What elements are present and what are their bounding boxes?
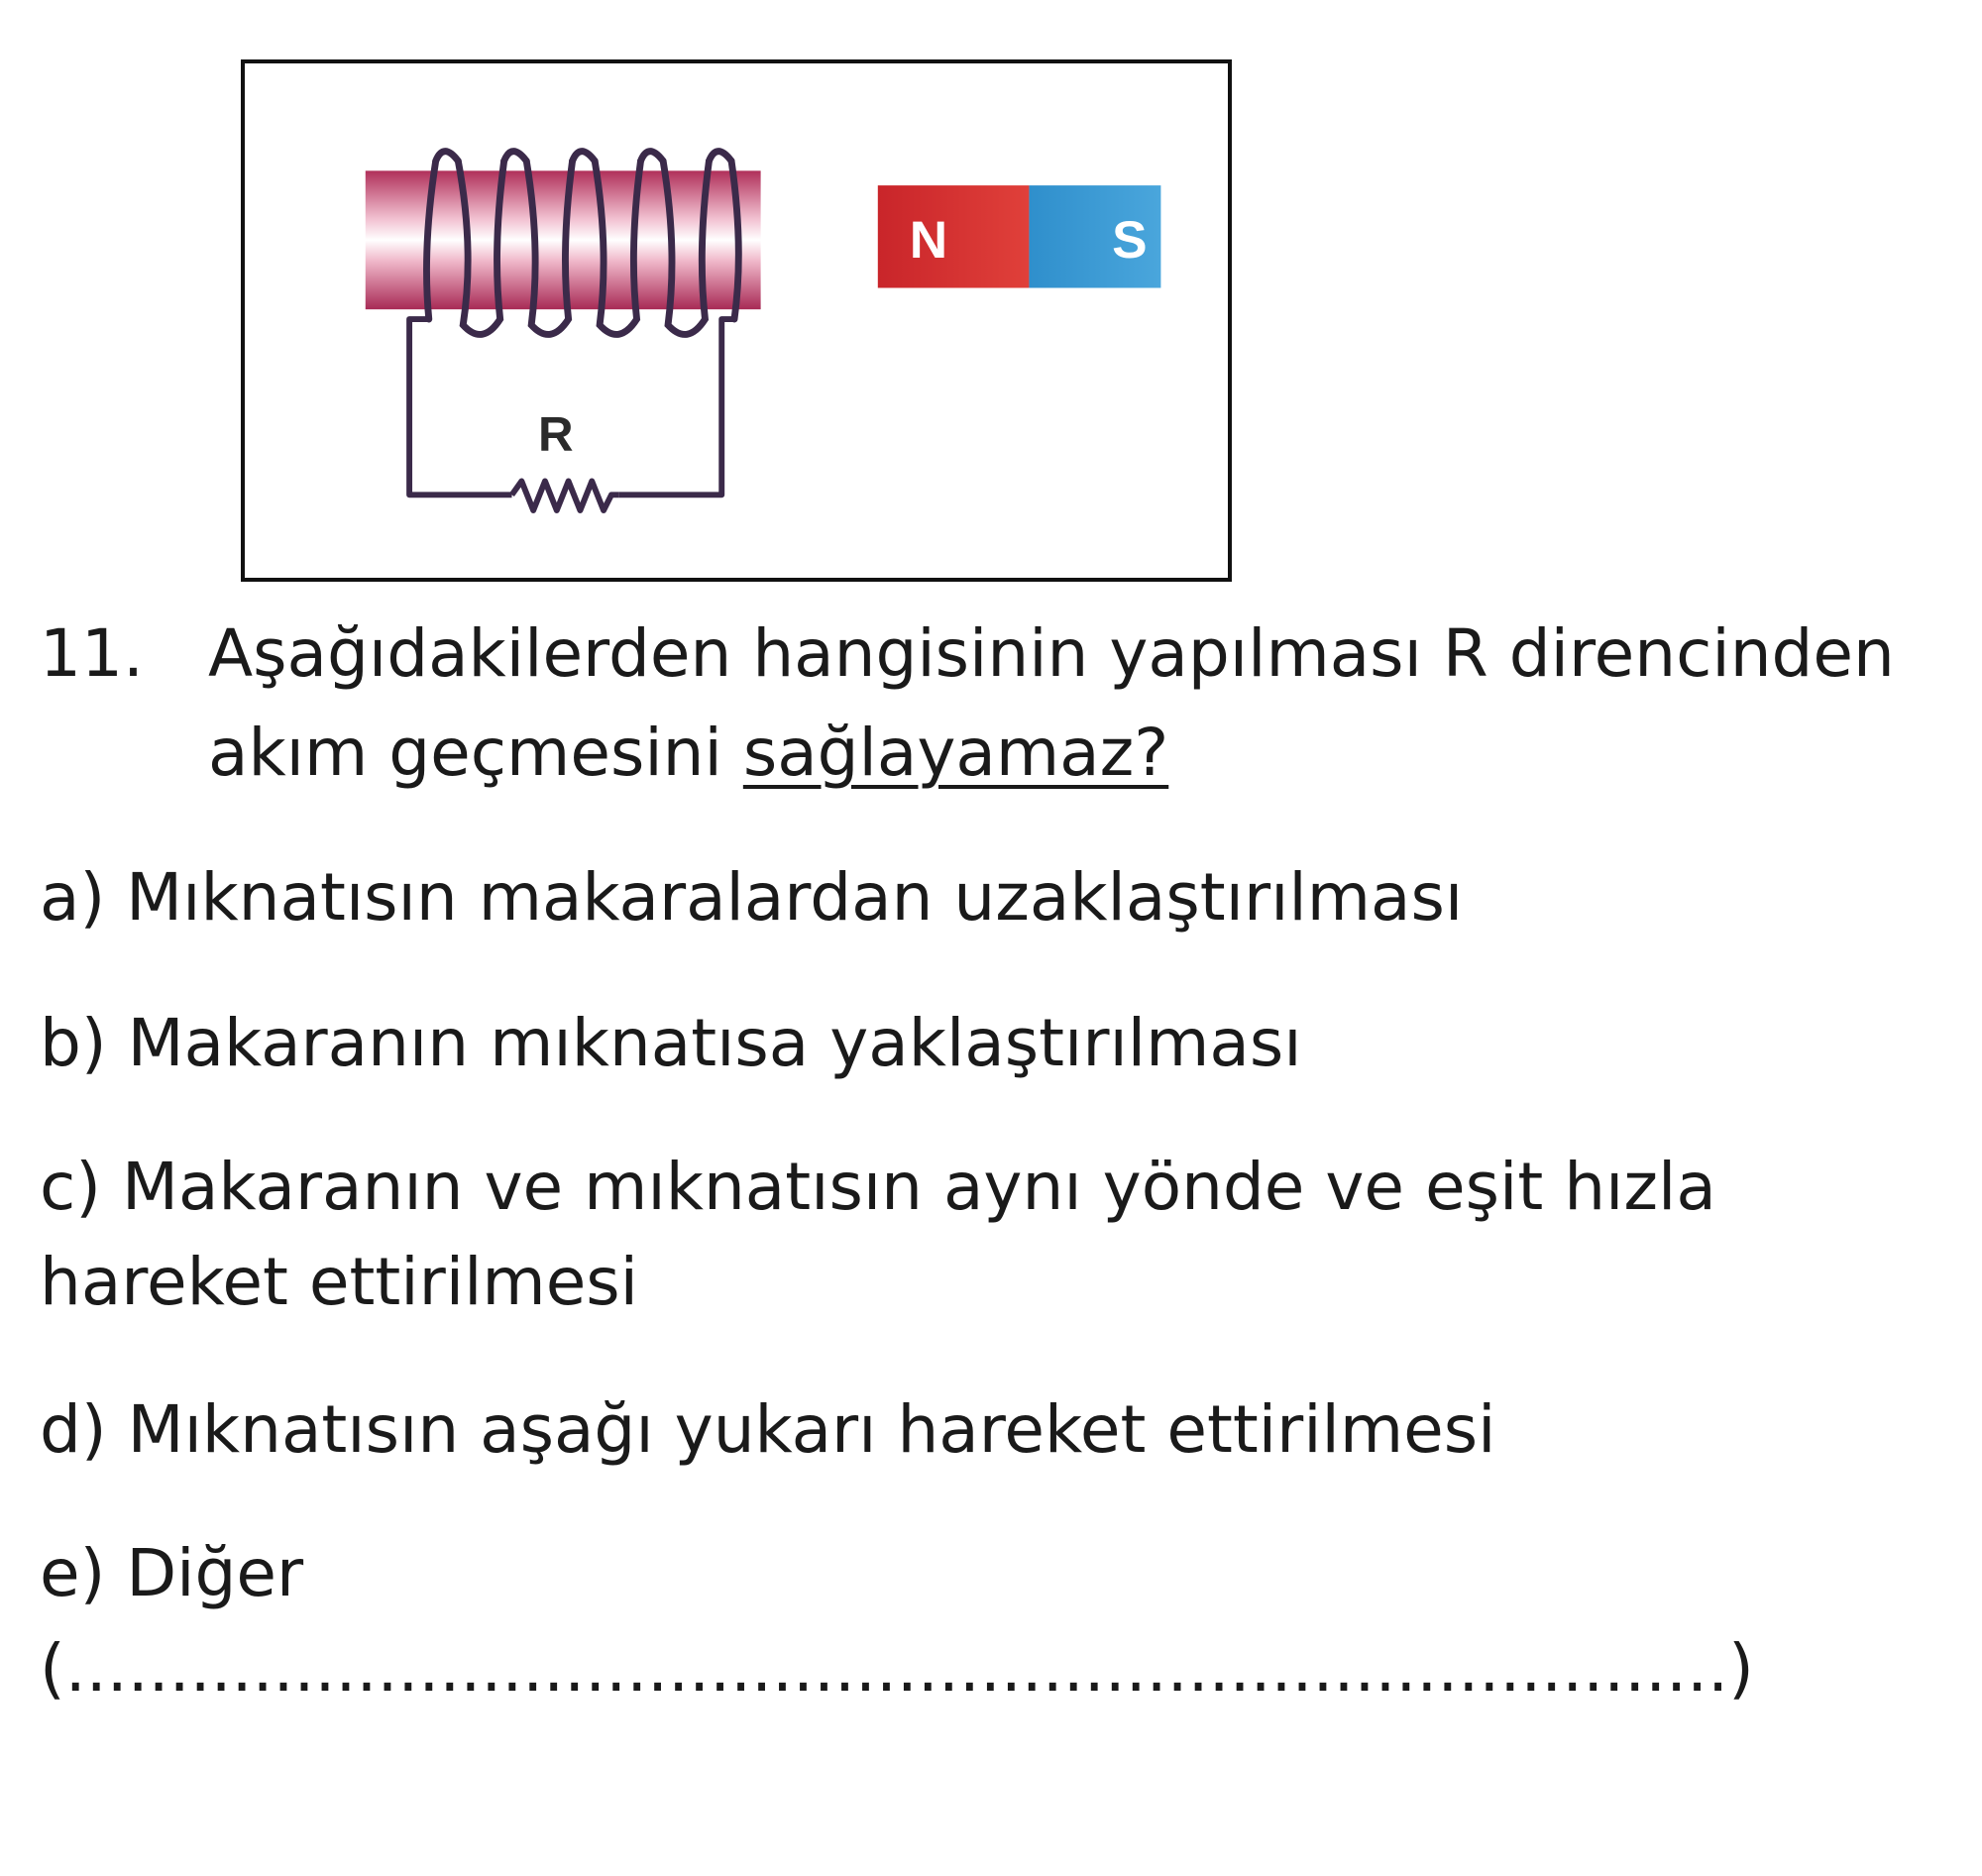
question-number: 11. <box>40 615 144 692</box>
magnet-south-label: S <box>1112 210 1148 270</box>
resistor-zigzag <box>511 482 618 511</box>
option-d[interactable]: d) Mıknatısın aşağı yukarı hareket ettirilmesi <box>40 1391 1496 1468</box>
option-e[interactable]: e) Diğer (................................................................................) <box>40 1535 1754 1707</box>
induction-diagram <box>245 63 1228 578</box>
option-b[interactable]: b) Makaranın mıknatısa yaklaştırılması <box>40 1005 1302 1081</box>
coil-magnet-figure <box>241 59 1232 582</box>
question-stem: Aşağıdakilerden hangisinin yapılması R direncinden akım geçmesini <box>208 615 1895 791</box>
option-a[interactable]: a) Mıknatısın makaralardan uzaklaştırılması <box>40 859 1464 936</box>
resistor-label: R <box>538 406 574 462</box>
option-c[interactable]: c) Makaranın ve mıknatısın aynı yönde ve eşit hızla hareket ettirilmesi <box>40 1149 1716 1320</box>
magnet-north-pole <box>878 185 1030 287</box>
magnet-north-label: N <box>909 210 948 270</box>
question-text <box>208 605 1942 803</box>
coil-back-turns <box>436 152 731 162</box>
question-emphasis: sağlayamaz? <box>742 715 1169 791</box>
bar-magnet <box>878 185 1161 287</box>
